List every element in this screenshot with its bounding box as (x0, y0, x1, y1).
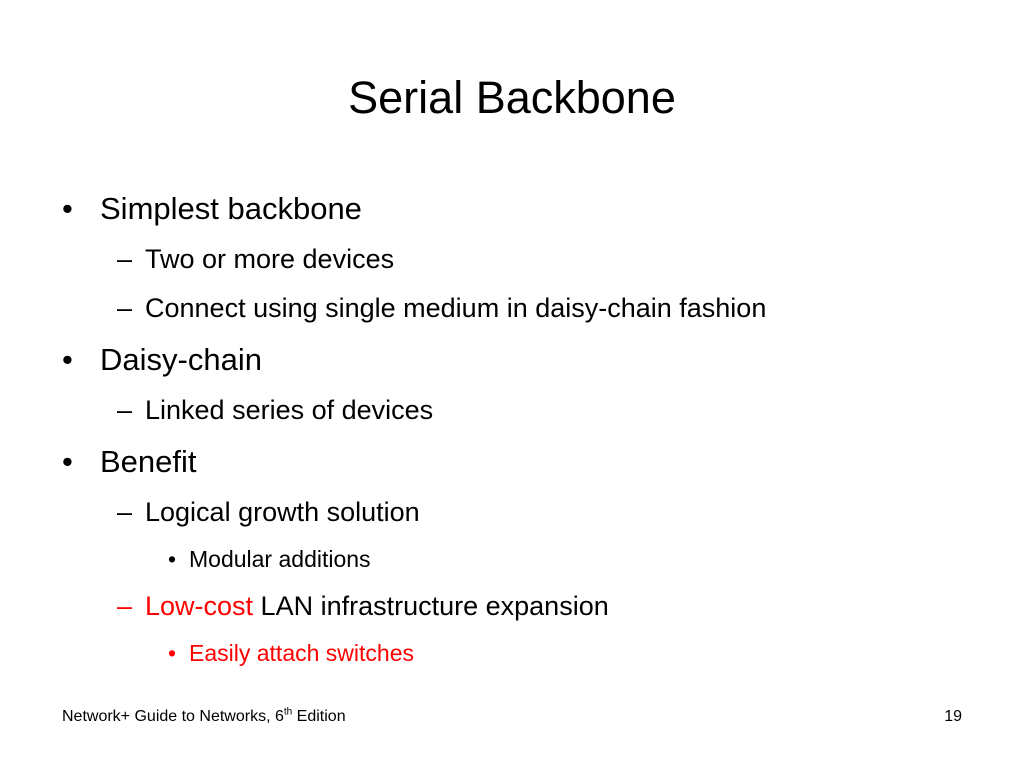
bullet-marker: • (168, 546, 177, 572)
dash-marker: – (117, 293, 133, 323)
sub-bullet-text (145, 590, 609, 622)
plain-text: LAN infrastructure expansion (253, 591, 609, 621)
slide-title: Serial Backbone (348, 72, 676, 123)
bullet-text: Simplest backbone (100, 191, 362, 226)
page-number: 19 (944, 708, 962, 725)
bullet-text: Daisy-chain (100, 342, 262, 377)
sub-bullet-text: Connect using single medium in daisy-chain fashion (145, 293, 767, 323)
sub-bullet-text: Logical growth solution (145, 497, 420, 527)
sub-bullet-text: Linked series of devices (145, 395, 434, 425)
footer-edition-suffix: th (283, 706, 293, 718)
dash-marker: – (117, 591, 133, 621)
sub-sub-bullet-text: Modular additions (189, 546, 371, 572)
dash-marker: – (117, 497, 133, 527)
sub-bullet-text: Two or more devices (145, 244, 395, 274)
bullet-marker: • (168, 640, 177, 666)
dash-marker: – (117, 395, 133, 425)
sub-sub-bullet-text: Easily attach switches (189, 640, 414, 666)
footer-edition-word: Edition (292, 708, 346, 725)
bullet-marker: • (62, 342, 73, 377)
bullet-marker: • (62, 191, 73, 226)
dash-marker: – (117, 244, 133, 274)
highlight-text: Low-cost (145, 591, 254, 621)
bullet-marker: • (62, 444, 73, 479)
bullet-text: Benefit (100, 444, 197, 479)
footer-book-title (62, 707, 346, 727)
footer-title-prefix: Network+ Guide to Networks, 6 (62, 708, 284, 725)
